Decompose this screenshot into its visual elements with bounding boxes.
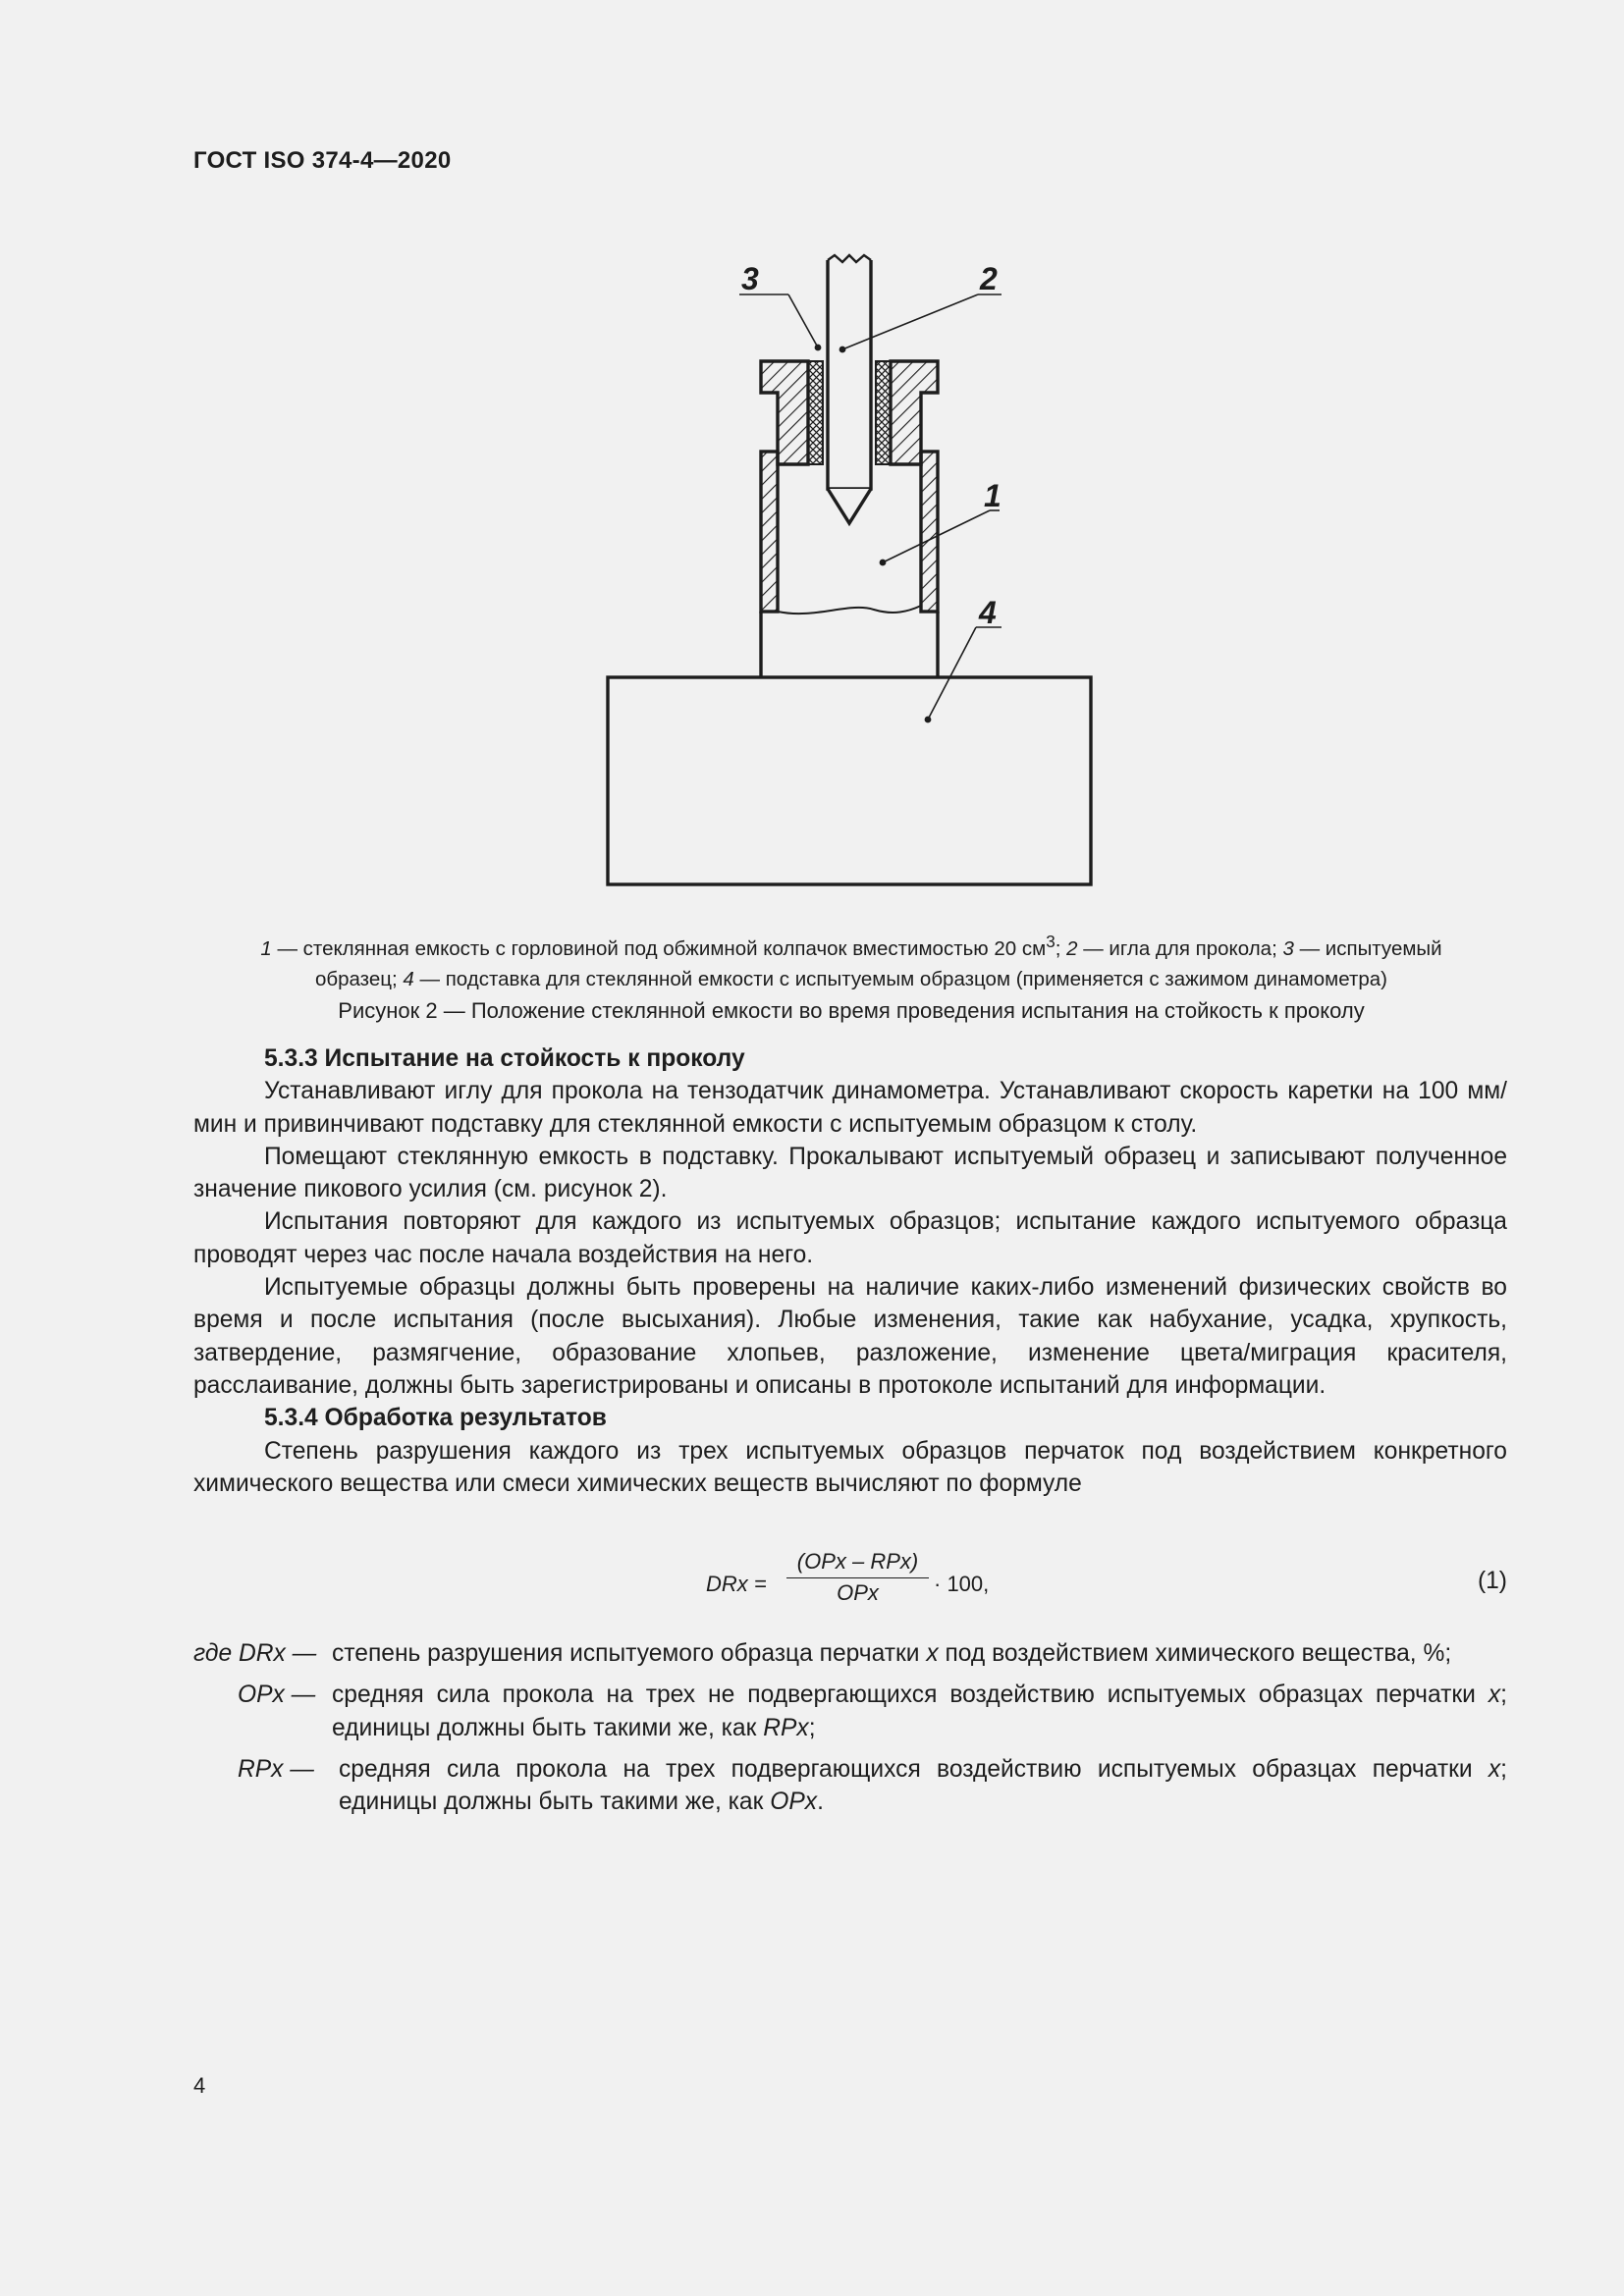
legend-key-1: 1	[260, 936, 272, 960]
legend-item-3-cont: образец;	[314, 967, 404, 990]
crimp-cap-left	[761, 361, 808, 464]
callout-label-4: 4	[979, 595, 997, 630]
legend-item-1: — стеклянная емкость с горловиной под обжимной колпачок вместимостью 20 см	[271, 936, 1047, 960]
section-heading-5-3-3: 5.3.3 Испытание на стойкость к проколу	[264, 1045, 745, 1072]
formula-definitions	[193, 1637, 1507, 1827]
specimen-right	[876, 361, 891, 464]
formula-rhs: · 100,	[934, 1572, 990, 1596]
legend-item-3: — испытуемый	[1293, 936, 1442, 960]
definition-term: где DRx —	[193, 1640, 317, 1667]
paragraph: Испытания повторяют для каждого из испытуемых образцов; испытание каждого испытуемого образца проводят через час после начала воздействия на него.	[193, 1208, 1507, 1268]
page-number: 4	[193, 2073, 206, 2098]
legend-key-2: 2	[1066, 936, 1078, 960]
legend-item-4: — подставка для стеклянной емкости с испытуемым образцом (применяется с зажимом динамометра)	[413, 967, 1388, 990]
paragraph: Степень разрушения каждого из трех испытуемых образцов перчаток под воздействием конкретного химического вещества или смеси химических веществ вычисляют по формуле	[193, 1437, 1507, 1497]
definition-term: OPx —	[238, 1682, 316, 1709]
paragraph: Устанавливают иглу для прокола на тензодатчик динамометра. Устанавливают скорость каретки на 100 мм/мин и привинчивают подставку для стеклянной емкости с испытуемым образцом к столу.	[193, 1078, 1507, 1138]
formula-1	[193, 1549, 1507, 1618]
figure-2-diagram	[579, 250, 1129, 898]
figure-title: Рисунок 2 — Положение стеклянной емкости во время проведения испытания на стойкость к проколу	[338, 998, 1365, 1023]
stand-block	[608, 677, 1091, 884]
document-header: ГОСТ ISO 374-4—2020	[193, 147, 452, 174]
vial-wall-left	[761, 452, 778, 612]
body-text	[193, 1042, 1507, 1500]
definition-term: RPx —	[238, 1755, 314, 1783]
callout-label-2: 2	[980, 261, 998, 296]
legend-unit-superscript: 3	[1046, 933, 1056, 951]
paragraph: Помещают стеклянную емкость в подставку. Прокалывают испытуемый образец и записывают полученное значение пикового усилия (см. рисунок 2).	[193, 1143, 1507, 1203]
legend-item-2: — игла для прокола;	[1077, 936, 1283, 960]
paragraph: Испытуемые образцы должны быть проверены на наличие каких-либо изменений физических свойств во время и после испытания (после высыхания). Любые изменения, такие как набухание, усадка, хрупкость, затвердение, размягчение, образование хлопьев, разложение, изменение цвета/миграция красителя, расслаивание, должны быть зарегистрированы и описаны в протоколе испытаний для информации.	[193, 1274, 1507, 1399]
section-heading-5-3-4: 5.3.4 Обработка результатов	[264, 1405, 607, 1432]
callout-label-1: 1	[984, 478, 1001, 513]
legend-key-4: 4	[403, 967, 414, 990]
crimp-cap-right	[891, 361, 938, 464]
legend-key-3: 3	[1282, 936, 1294, 960]
formula-fraction	[786, 1549, 929, 1606]
formula-number: (1)	[1477, 1568, 1507, 1594]
formula-lhs: DRx =	[706, 1572, 767, 1596]
callout-label-3: 3	[741, 261, 759, 296]
definition-rpx: RPx — средняя сила прокола на трех подвергающихся воздействию испытуемых образцах перчатки x; единицы должны быть такими же, как OPx.	[193, 1753, 1507, 1819]
definition-opx: OPx — средняя сила прокола на трех не подвергающихся воздействию испытуемых образцах перчатки x; единицы должны быть такими же, как RPx;	[193, 1679, 1507, 1744]
formula-denominator: OPx	[837, 1580, 879, 1605]
figure-legend: 1 — стеклянная емкость с горловиной под обжимной колпачок вместимостью 20 $см^3$; 2 — игла для прокола; 3 — испытуемый образец; 4 — подставка для стеклянной емкости с испытуемым образцом (применяется с зажимом динамометра)	[260, 933, 1442, 990]
needle	[828, 260, 871, 489]
definition-drx: где DRx — степень разрушения испытуемого образца перчатки x под воздействием химического вещества, %;	[193, 1637, 1507, 1670]
specimen-left	[808, 361, 823, 464]
formula-numerator: (OPx – RPx)	[786, 1549, 929, 1578]
vial-wall-right	[921, 452, 938, 612]
